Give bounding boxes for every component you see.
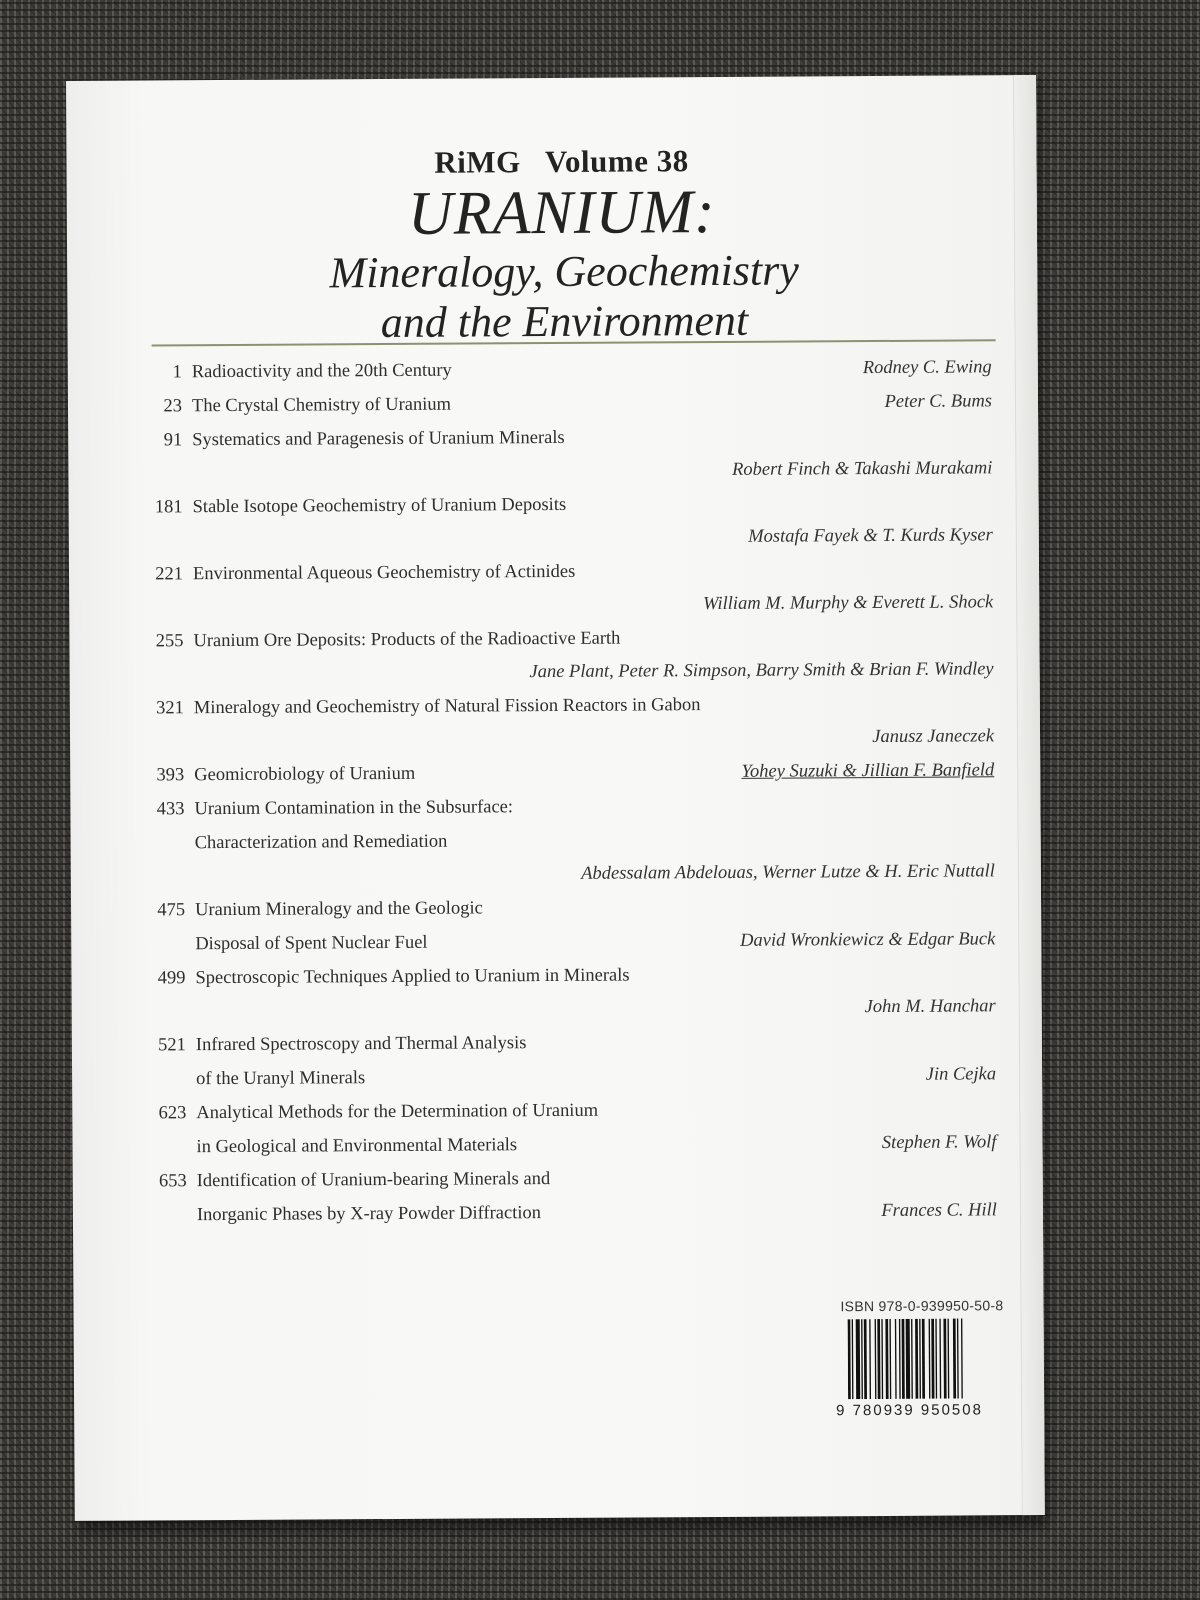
toc-line <box>148 384 992 423</box>
barcode-bar <box>864 1319 867 1399</box>
toc-entry <box>151 888 995 961</box>
toc-author-line <box>149 519 993 557</box>
toc-chapter-title: Analytical Methods for the Determination of Uranium <box>196 1100 599 1124</box>
barcode-bar <box>947 1319 949 1399</box>
toc-authors: Frances C. Hill <box>881 1200 997 1222</box>
toc-page-number: 181 <box>154 497 183 518</box>
toc-chapter-title: Spectroscopic Techniques Applied to Uranium in Minerals <box>195 965 630 989</box>
book-back-cover <box>66 75 1045 1521</box>
book-subtitle-line1: Mineralogy, Geochemistry <box>329 245 799 298</box>
toc-page-number: 623 <box>158 1103 187 1124</box>
toc-chapter-title: Identification of Uranium-bearing Minerals and <box>196 1169 551 1192</box>
toc-authors: Janusz Janeczek <box>872 726 995 748</box>
toc-chapter-title: Mineralogy and Geochemistry of Natural Fission Reactors in Gabon <box>193 695 701 719</box>
toc-entry <box>148 418 992 490</box>
barcode-bar <box>889 1319 891 1399</box>
toc-entry <box>151 956 995 1028</box>
toc-entry <box>148 350 992 389</box>
toc-author-line <box>151 855 995 893</box>
barcode-bar <box>899 1319 901 1399</box>
barcode-bar <box>852 1319 854 1399</box>
toc-line <box>153 1159 997 1198</box>
toc-line <box>152 1125 996 1164</box>
toc-entry <box>152 1091 996 1164</box>
toc-chapter-title: Systematics and Paragenesis of Uranium Minerals <box>192 427 565 451</box>
barcode-bar <box>957 1319 959 1399</box>
barcode-bar <box>931 1319 934 1399</box>
barcode <box>836 1318 1003 1419</box>
barcode-bar <box>953 1319 956 1399</box>
toc-line <box>152 1057 996 1096</box>
toc-page-number: 91 <box>163 430 183 451</box>
book-subtitle-line2: and the Environment <box>380 295 749 348</box>
barcode-bar <box>939 1319 941 1399</box>
toc-chapter-title: Uranium Mineralogy and the Geologic <box>195 898 483 921</box>
toc-author-line <box>149 586 993 624</box>
toc-page-number: 221 <box>155 564 184 585</box>
toc-entry <box>150 753 994 792</box>
toc-authors: William M. Murphy & Everett L. Shock <box>703 592 994 615</box>
toc-chapter-title: Stable Isotope Geochemistry of Uranium Deposits <box>192 494 567 518</box>
barcode-bar <box>885 1319 888 1399</box>
barcode-bar <box>961 1319 963 1399</box>
toc-chapter-title: Geomicrobiology of Uranium <box>194 763 416 786</box>
toc-entry <box>150 686 994 758</box>
barcode-bar <box>922 1319 925 1399</box>
toc-page-number: 1 <box>172 362 182 383</box>
toc-chapter-title: Environmental Aqueous Geochemistry of Actinides <box>192 561 576 585</box>
barcode-bar <box>848 1319 851 1399</box>
barcode-digits: 9 780939 950508 <box>836 1401 983 1420</box>
isbn-text: ISBN 978-0-939950-50-8 <box>840 1297 1004 1315</box>
toc-line <box>153 1193 997 1232</box>
barcode-bar <box>943 1319 946 1399</box>
toc-line <box>150 686 994 725</box>
toc-line <box>148 350 992 389</box>
toc-author-line <box>150 720 994 758</box>
toc-entry <box>153 1159 997 1232</box>
toc-page-number: 23 <box>163 396 183 417</box>
toc-authors: Abdessalam Abdelouas, Werner Lutze & H. Eric Nuttall <box>581 861 995 884</box>
table-of-contents <box>148 350 997 1232</box>
toc-entry <box>152 1023 996 1096</box>
barcode-bar <box>875 1319 877 1399</box>
toc-page-number: 393 <box>156 765 185 786</box>
toc-chapter-title: Uranium Ore Deposits: Products of the Radioactive Earth <box>193 628 621 652</box>
toc-line <box>149 485 993 524</box>
toc-line <box>148 418 992 457</box>
series-name: RiMG <box>434 144 521 180</box>
toc-entry <box>149 619 993 691</box>
barcode-bar <box>856 1319 861 1399</box>
toc-chapter-title: Infrared Spectroscopy and Thermal Analysis <box>195 1033 527 1056</box>
toc-author-line <box>148 452 992 490</box>
toc-line <box>150 787 994 826</box>
toc-chapter-title: Inorganic Phases by X-ray Powder Diffraction <box>196 1203 542 1226</box>
toc-entry <box>149 552 993 624</box>
toc-chapter-title: of the Uranyl Minerals <box>196 1068 366 1090</box>
toc-line <box>149 619 993 658</box>
barcode-bar <box>915 1319 918 1399</box>
barcode-bar <box>906 1319 911 1399</box>
toc-chapter-title: The Crystal Chemistry of Uranium <box>191 394 452 417</box>
toc-chapter-title: Uranium Contamination in the Subsurface: <box>194 797 514 820</box>
toc-authors: Robert Finch & Takashi Murakami <box>731 458 993 480</box>
toc-authors: Rodney C. Ewing <box>862 357 992 379</box>
barcode-bar <box>911 1319 913 1399</box>
toc-line <box>152 1091 996 1130</box>
toc-authors: Mostafa Fayek & T. Kurds Kyser <box>748 525 993 547</box>
volume-number: Volume 38 <box>544 143 689 180</box>
toc-authors: Peter C. Bums <box>884 391 993 412</box>
toc-page-number: 499 <box>157 968 186 989</box>
toc-page-number: 653 <box>158 1171 187 1192</box>
toc-line <box>151 922 995 961</box>
barcode-bar <box>902 1319 905 1399</box>
barcode-bar <box>919 1319 921 1399</box>
toc-authors: Jane Plant, Peter R. Simpson, Barry Smith & Brian F. Windley <box>529 659 994 683</box>
toc-line <box>151 821 995 860</box>
toc-chapter-title: in Geological and Environmental Materials <box>196 1135 518 1158</box>
toc-authors: David Wronkiewicz & Edgar Buck <box>740 929 996 951</box>
toc-page-number: 255 <box>155 631 184 652</box>
toc-chapter-title: Characterization and Remediation <box>194 831 448 854</box>
toc-line <box>151 888 995 927</box>
barcode-bar <box>929 1319 931 1399</box>
toc-entry <box>148 384 992 423</box>
toc-author-line <box>150 653 994 691</box>
barcode-bar <box>895 1319 897 1399</box>
toc-page-number: 433 <box>156 799 185 820</box>
toc-line <box>152 1023 996 1062</box>
toc-line <box>151 956 995 995</box>
cover-header <box>66 141 1037 352</box>
book-title: URANIUM: <box>407 177 716 248</box>
barcode-bar <box>861 1319 863 1399</box>
toc-chapter-title: Radioactivity and the 20th Century <box>191 360 452 383</box>
toc-entry <box>150 787 995 893</box>
barcode-bar <box>869 1319 871 1399</box>
toc-line <box>149 552 993 591</box>
toc-chapter-title: Disposal of Spent Nuclear Fuel <box>195 932 428 955</box>
toc-page-number: 475 <box>157 900 186 921</box>
toc-page-number: 321 <box>156 698 184 719</box>
toc-authors: John M. Hanchar <box>864 996 996 1018</box>
toc-authors: Yohey Suzuki & Jillian F. Banfield <box>741 760 995 782</box>
toc-page-number: 521 <box>158 1035 186 1056</box>
barcode-bars <box>848 1318 998 1399</box>
toc-authors: Jin Cejka <box>925 1064 997 1085</box>
barcode-bar <box>877 1319 880 1399</box>
toc-entry <box>149 485 993 557</box>
barcode-bar <box>935 1319 937 1399</box>
toc-authors: Stephen F. Wolf <box>881 1132 997 1153</box>
toc-line <box>150 753 994 792</box>
barcode-bar <box>881 1319 883 1399</box>
toc-author-line <box>152 990 996 1028</box>
